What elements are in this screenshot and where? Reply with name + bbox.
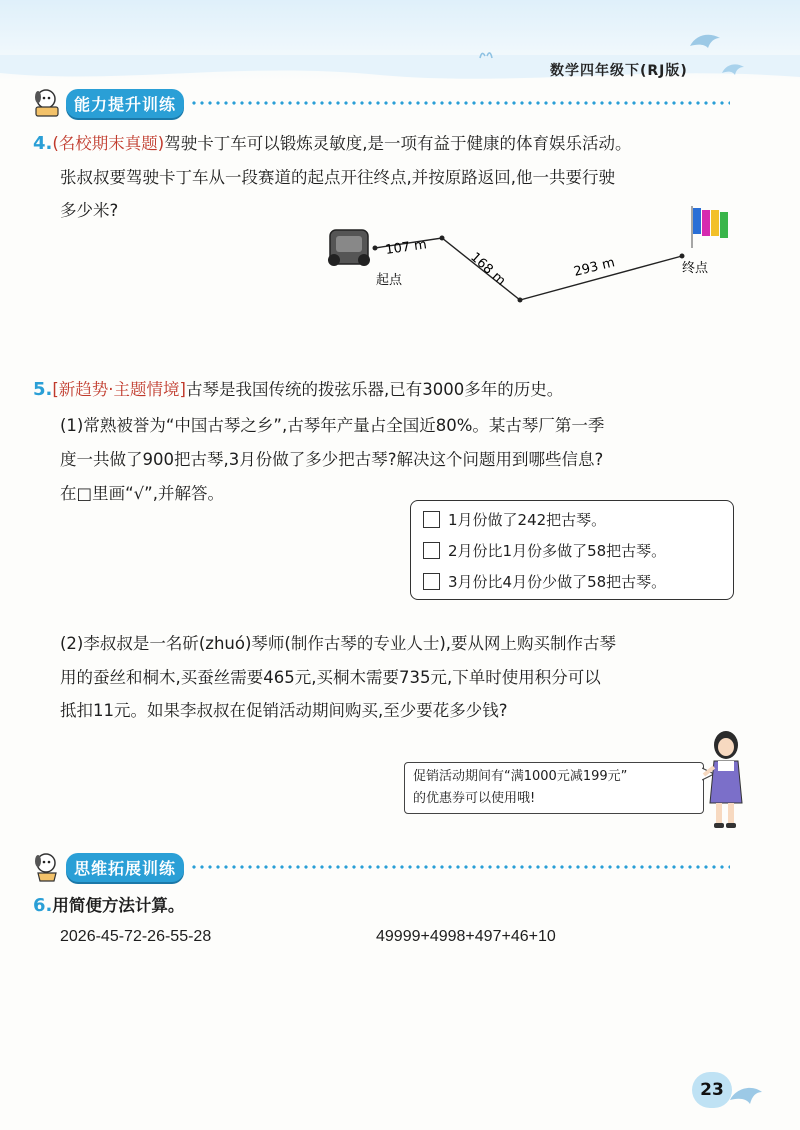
segment-label-1: 107 m <box>384 237 428 258</box>
option-row-1 <box>423 509 606 530</box>
flags-icon <box>692 206 728 248</box>
race-track-figure <box>320 200 750 310</box>
dolphin-icon <box>688 30 722 52</box>
q5-part2-line-2: 用的蚕丝和桐木,买蚕丝需要465元,买桐木需要735元,下单时使用积分可以 <box>60 668 601 687</box>
dotted-divider <box>190 865 730 869</box>
dolphin-icon <box>720 60 746 78</box>
q5-part1-line-2: 度一共做了900把古琴,3月份做了多少把古琴?解决这个问题用到哪些信息? <box>60 450 604 469</box>
info-options-box <box>410 500 734 600</box>
expression-2: 49999+4998+497+46+10 <box>376 928 556 945</box>
question-number: 4. <box>33 133 53 154</box>
option-text: 1月份做了242把古琴。 <box>448 511 607 529</box>
segment-label-2: 168 m <box>467 249 509 289</box>
section-header-ability <box>30 88 730 118</box>
segment-label-3: 293 m <box>572 255 617 280</box>
dog-thinking-icon <box>30 851 64 883</box>
question-text: 古琴是我国传统的拨弦乐器,已有3000多年的历史。 <box>186 380 564 399</box>
start-label: 起点 <box>376 273 403 288</box>
q4-line-3: 多少米? <box>60 201 119 220</box>
option-checkbox[interactable] <box>423 542 440 559</box>
dog-reading-icon <box>30 87 64 119</box>
question-tag: (名校期末真题) <box>52 134 165 153</box>
q6-line-1 <box>33 896 184 916</box>
dotted-divider <box>190 101 730 105</box>
question-number: 6. <box>33 895 53 916</box>
option-text: 2月份比1月份多做了58把古琴。 <box>448 542 667 560</box>
speech-bubble <box>404 762 704 814</box>
teacher-icon <box>700 725 750 830</box>
kart-icon <box>328 230 370 266</box>
option-row-3 <box>423 571 666 592</box>
book-title: 数学四年级下(RJ版) <box>550 63 688 79</box>
question-tag: [新趋势·主题情境] <box>52 380 186 399</box>
option-checkbox[interactable] <box>423 573 440 590</box>
q5-part1-line-3: 在□里画“√”,并解答。 <box>60 484 224 503</box>
q5-part2-line-1: (2)李叔叔是一名斫(zhuó)琴师(制作古琴的专业人士),要从网上购买制作古琴 <box>60 634 617 653</box>
option-checkbox[interactable] <box>423 511 440 528</box>
option-row-2 <box>423 540 666 561</box>
question-text: 用简便方法计算。 <box>52 896 185 915</box>
splash-icon <box>478 48 494 60</box>
dolphin-icon <box>728 1082 764 1108</box>
section-header-thinking <box>30 852 730 882</box>
q4-line-1 <box>33 134 632 154</box>
q5-part1-line-1: (1)常熟被誉为“中国古琴之乡”,古琴年产量占全国近80%。某古琴厂第一季 <box>60 416 605 435</box>
speech-line-2: 的优惠券可以使用哦! <box>413 791 536 806</box>
question-number: 5. <box>33 379 53 400</box>
page-number: 23 <box>692 1072 732 1108</box>
q4-line-2: 张叔叔要驾驶卡丁车从一段赛道的起点开往终点,并按原路返回,他一共要行驶 <box>60 168 615 187</box>
option-text: 3月份比4月份少做了58把古琴。 <box>448 573 667 591</box>
section-label: 能力提升训练 <box>66 89 184 118</box>
section-label: 思维拓展训练 <box>66 853 184 882</box>
q5-line-1 <box>33 380 563 400</box>
expression-1: 2026-45-72-26-55-28 <box>60 928 212 945</box>
speech-line-1: 促销活动期间有“满1000元减199元” <box>413 769 628 784</box>
question-text: 驾驶卡丁车可以锻炼灵敏度,是一项有益于健康的体育娱乐活动。 <box>164 134 632 153</box>
q5-part2-line-3: 抵扣11元。如果李叔叔在促销活动期间购买,至少要花多少钱? <box>60 701 508 720</box>
end-label: 终点 <box>682 261 709 276</box>
